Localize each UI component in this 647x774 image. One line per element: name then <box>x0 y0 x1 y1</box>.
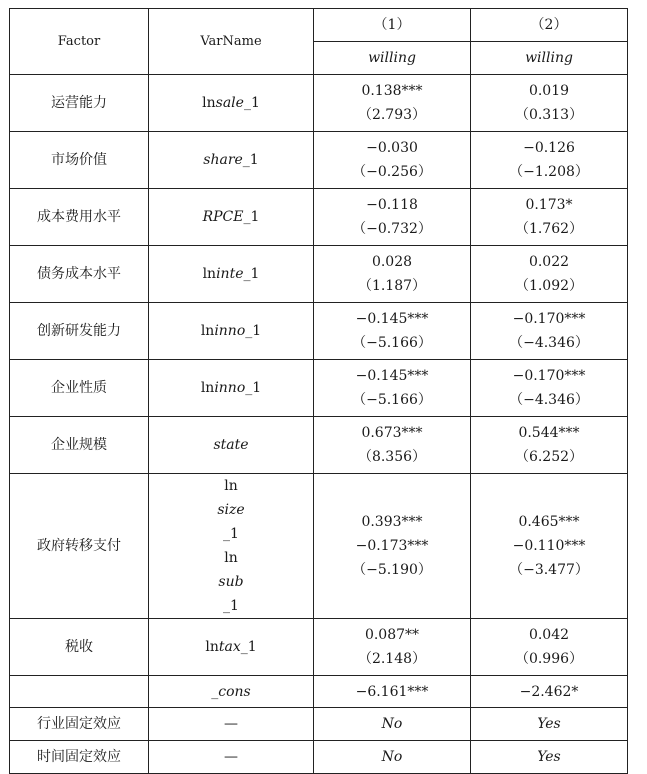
var-prefix: ln <box>224 478 238 494</box>
t-statistic: （0.313） <box>514 107 584 123</box>
varname-cell <box>149 132 314 189</box>
t-statistic: （−4.346） <box>509 335 589 351</box>
var-name: inte <box>216 266 244 282</box>
table-row <box>10 303 628 360</box>
table-row <box>10 189 628 246</box>
table-row-time-fe <box>10 741 628 774</box>
coefficient: −0.170*** <box>512 311 586 327</box>
var-name: sub <box>218 574 244 590</box>
factor-cell: 运营能力 <box>10 75 149 132</box>
coefficient: 0.087** <box>364 627 420 643</box>
coefficient: 0.673*** <box>361 425 423 441</box>
table-row-tax <box>10 619 628 676</box>
var-suffix: _1 <box>242 152 259 168</box>
t-statistic: （−0.256） <box>352 164 432 180</box>
coefficient: 0.042 <box>528 627 570 643</box>
coefficient: −0.118 <box>366 197 418 213</box>
table-row <box>10 417 628 474</box>
col2-cell <box>471 474 628 619</box>
var-suffix: _1 <box>243 266 260 282</box>
t-statistic: （−5.166） <box>352 392 432 408</box>
factor-cell: 企业性质 <box>10 360 149 417</box>
coefficient: −0.030 <box>366 140 418 156</box>
t-statistic: （2.148） <box>357 651 427 667</box>
coefficient: 0.173* <box>525 197 573 213</box>
coefficient: −0.126 <box>523 140 575 156</box>
varname-cell: — <box>149 741 314 774</box>
var-suffix: _1 <box>223 598 239 614</box>
var-suffix: _1 <box>240 639 257 655</box>
var-suffix: _1 <box>223 526 239 542</box>
header-col2-number: （2） <box>471 9 628 42</box>
coefficient: 0.019 <box>528 83 570 99</box>
coefficient: 0.465*** <box>518 514 580 530</box>
table-row <box>10 360 628 417</box>
coefficient: −0.170*** <box>512 368 586 384</box>
coefficient: −0.145*** <box>355 311 429 327</box>
table-row <box>10 246 628 303</box>
varname-cell <box>149 189 314 246</box>
header-row <box>10 9 628 42</box>
header-varname: VarName <box>149 9 314 75</box>
col2-cell <box>471 246 628 303</box>
varname-cell: — <box>149 708 314 741</box>
varname-cell <box>149 246 314 303</box>
col1-cell: −6.161*** <box>314 676 471 708</box>
col1-cell <box>314 132 471 189</box>
coefficient: 0.393*** <box>361 514 423 530</box>
var-name: tax <box>218 639 241 655</box>
t-statistic: （8.356） <box>357 449 427 465</box>
t-statistic: （−0.732） <box>352 221 432 237</box>
t-statistic: （−1.208） <box>509 164 589 180</box>
var-name: RPCE <box>202 209 244 225</box>
col1-cell: No <box>314 741 471 774</box>
col1-cell <box>314 417 471 474</box>
var-name: share <box>203 152 243 168</box>
coefficient: −0.173*** <box>355 538 429 554</box>
factor-cell: 债务成本水平 <box>10 246 149 303</box>
col1-cell <box>314 303 471 360</box>
col1-cell <box>314 75 471 132</box>
varname-cell: _cons <box>149 676 314 708</box>
varname-cell <box>149 75 314 132</box>
col2-cell <box>471 360 628 417</box>
table-row <box>10 132 628 189</box>
header-col1-dependent: willing <box>314 42 471 75</box>
factor-cell: 创新研发能力 <box>10 303 149 360</box>
factor-cell: 成本费用水平 <box>10 189 149 246</box>
col2-cell <box>471 75 628 132</box>
t-statistic: （−5.166） <box>352 335 432 351</box>
factor-cell: 企业规模 <box>10 417 149 474</box>
header-col1-number: （1） <box>314 9 471 42</box>
varname-cell <box>149 360 314 417</box>
col1-cell <box>314 360 471 417</box>
t-statistic: （0.996） <box>514 651 584 667</box>
col2-cell: Yes <box>471 708 628 741</box>
coefficient: −0.145*** <box>355 368 429 384</box>
col1-cell: No <box>314 708 471 741</box>
t-statistic: （1.092） <box>514 278 584 294</box>
coefficient: 0.138*** <box>361 83 423 99</box>
t-statistic: （1.187） <box>357 278 427 294</box>
t-statistic: （−5.190） <box>352 562 432 578</box>
varname-line <box>149 474 313 546</box>
var-prefix: ln <box>202 95 216 111</box>
var-name: sale <box>215 95 244 111</box>
factor-cell: 行业固定效应 <box>10 708 149 741</box>
header-col2-dependent: willing <box>471 42 628 75</box>
var-name: inno <box>214 323 246 339</box>
col2-cell <box>471 132 628 189</box>
varname-cell <box>149 474 314 619</box>
var-name: inno <box>214 380 246 396</box>
table-row-industry-fe <box>10 708 628 741</box>
t-statistic: （−4.346） <box>509 392 589 408</box>
table-row-gov-transfer <box>10 474 628 619</box>
varname-cell <box>149 417 314 474</box>
coefficient: 0.028 <box>371 254 413 270</box>
factor-cell: 政府转移支付 <box>10 474 149 619</box>
t-statistic: （6.252） <box>514 449 584 465</box>
col1-cell <box>314 619 471 676</box>
t-statistic: （1.762） <box>514 221 584 237</box>
var-prefix: ln <box>224 550 238 566</box>
table-row <box>10 75 628 132</box>
col2-cell: Yes <box>471 741 628 774</box>
factor-cell: 市场价值 <box>10 132 149 189</box>
var-suffix: _1 <box>245 380 262 396</box>
col2-cell <box>471 619 628 676</box>
t-statistic: （−3.477） <box>509 562 589 578</box>
var-suffix: _1 <box>243 95 260 111</box>
header-factor: Factor <box>10 9 149 75</box>
col1-cell <box>314 474 471 619</box>
coefficient: 0.544*** <box>518 425 580 441</box>
col2-cell: −2.462* <box>471 676 628 708</box>
var-name: size <box>217 502 245 518</box>
var-suffix: _1 <box>243 209 260 225</box>
col2-cell <box>471 417 628 474</box>
varname-cell <box>149 303 314 360</box>
varname-line <box>149 546 313 618</box>
var-prefix: ln <box>202 266 217 282</box>
t-statistic: （2.793） <box>357 107 427 123</box>
coefficient: 0.022 <box>528 254 570 270</box>
var-name: state <box>213 437 249 453</box>
var-prefix: ln <box>200 380 215 396</box>
var-suffix: _1 <box>245 323 262 339</box>
coefficient: −0.110*** <box>512 538 586 554</box>
table-row-constant <box>10 676 628 708</box>
var-prefix: ln <box>200 323 215 339</box>
varname-cell <box>149 619 314 676</box>
col2-cell <box>471 189 628 246</box>
col2-cell <box>471 303 628 360</box>
factor-cell: 税收 <box>10 619 149 676</box>
col1-cell <box>314 189 471 246</box>
regression-table-container <box>9 8 628 774</box>
factor-cell: 时间固定效应 <box>10 741 149 774</box>
var-prefix: ln <box>205 639 219 655</box>
factor-cell <box>10 676 149 708</box>
col1-cell <box>314 246 471 303</box>
regression-table <box>9 8 628 774</box>
